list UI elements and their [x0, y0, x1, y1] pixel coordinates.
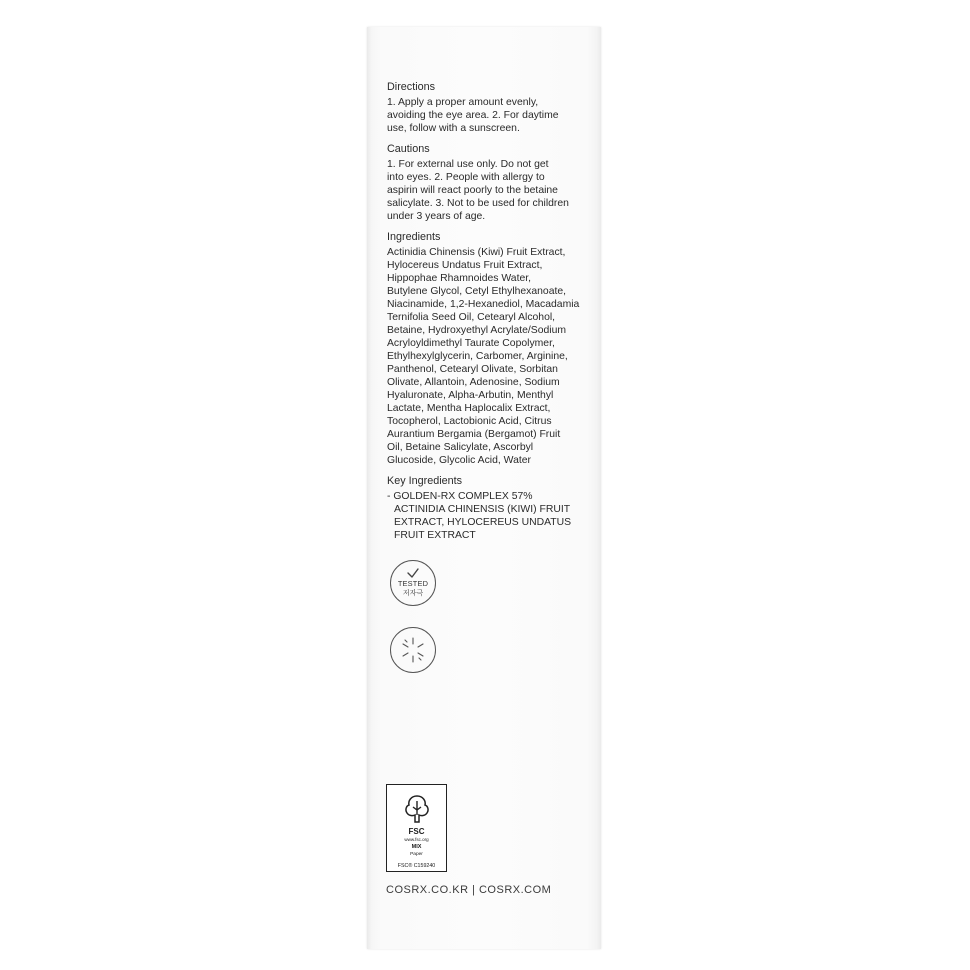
directions-line: 1. Apply a proper amount evenly,: [387, 97, 539, 108]
fsc-mix: MIX: [411, 844, 422, 850]
cautions-line: under 3 years of age.: [387, 211, 486, 222]
key-ingredients-text: [387, 490, 587, 542]
ingredients-line: Panthenol, Cetearyl Olivate, Sorbitan: [387, 364, 558, 375]
cautions-line: salicylate. 3. Not to be used for children: [387, 198, 569, 209]
fsc-tree-icon: [401, 793, 433, 825]
fsc-logo: [386, 784, 447, 872]
ingredients-heading: Ingredients: [387, 231, 441, 243]
ingredients-line: Ternifolia Seed Oil, Cetearyl Alcohol,: [387, 312, 556, 323]
cautions-text: [387, 158, 587, 223]
ingredients-line: Ethylhexylglycerin, Carbomer, Arginine,: [387, 351, 568, 362]
key-ingredients-line: FRUIT EXTRACT: [394, 530, 476, 541]
tested-label: TESTED: [397, 579, 429, 588]
burst-circle-icon: [391, 628, 435, 672]
ingredients-line: Oil, Betaine Salicylate, Ascorbyl: [387, 442, 534, 453]
directions-heading: Directions: [387, 81, 436, 93]
key-ingredients-line: EXTRACT, HYLOCEREUS UNDATUS: [394, 517, 572, 528]
label-text: [387, 80, 587, 549]
cautions-line: aspirin will react poorly to the betaine: [387, 185, 558, 196]
directions-line: avoiding the eye area. 2. For daytime: [387, 110, 559, 121]
ingredients-line: Hylocereus Undatus Fruit Extract,: [387, 260, 543, 271]
ingredients-line: Butylene Glycol, Cetyl Ethylhexanoate,: [387, 286, 567, 297]
fsc-paper: Paper: [410, 852, 423, 857]
ingredients-line: Niacinamide, 1,2-Hexanediol, Macadamia: [387, 299, 580, 310]
fsc-url: www.fsc.org: [404, 837, 429, 842]
ingredients-line: Glucoside, Glycolic Acid, Water: [387, 455, 531, 466]
directions-text: [387, 96, 587, 135]
directions-line: use, follow with a sunscreen.: [387, 123, 520, 134]
key-ingredients-heading: Key Ingredients: [387, 475, 463, 487]
fsc-name: FSC: [408, 827, 425, 836]
ingredients-line: Hyaluronate, Alpha-Arbutin, Menthyl: [387, 390, 554, 401]
ingredients-line: Betaine, Hydroxyethyl Acrylate/Sodium: [387, 325, 567, 336]
key-ingredients-line: ACTINIDIA CHINENSIS (KIWI) FRUIT: [394, 504, 571, 515]
ingredients-line: Tocopherol, Lactobionic Acid, Citrus: [387, 416, 552, 427]
ingredients-line: Lactate, Mentha Haplocalix Extract,: [387, 403, 551, 414]
fsc-code: FSC® C159240: [397, 863, 436, 869]
ingredients-line: Hippophae Rhamnoides Water,: [387, 273, 532, 284]
product-box-side: [367, 27, 601, 949]
ingredients-line: Aurantium Bergamia (Bergamot) Fruit: [387, 429, 561, 440]
burst-badge: [390, 627, 436, 673]
ingredients-line: Olivate, Allantoin, Adenosine, Sodium: [387, 377, 560, 388]
key-ingredients-line: - GOLDEN-RX COMPLEX 57%: [387, 491, 533, 502]
tested-badge: [390, 560, 436, 606]
cautions-line: 1. For external use only. Do not get: [387, 159, 549, 170]
ingredients-line: Acryloyldimethyl Taurate Copolymer,: [387, 338, 555, 349]
cautions-line: into eyes. 2. People with allergy to: [387, 172, 545, 183]
tested-korean-label: 저자극: [402, 590, 424, 597]
website-text: COSRX.CO.KR | COSRX.COM: [386, 884, 552, 896]
ingredients-line: Actinidia Chinensis (Kiwi) Fruit Extract,: [387, 247, 566, 258]
ingredients-text: [387, 246, 587, 467]
cautions-heading: Cautions: [387, 143, 430, 155]
